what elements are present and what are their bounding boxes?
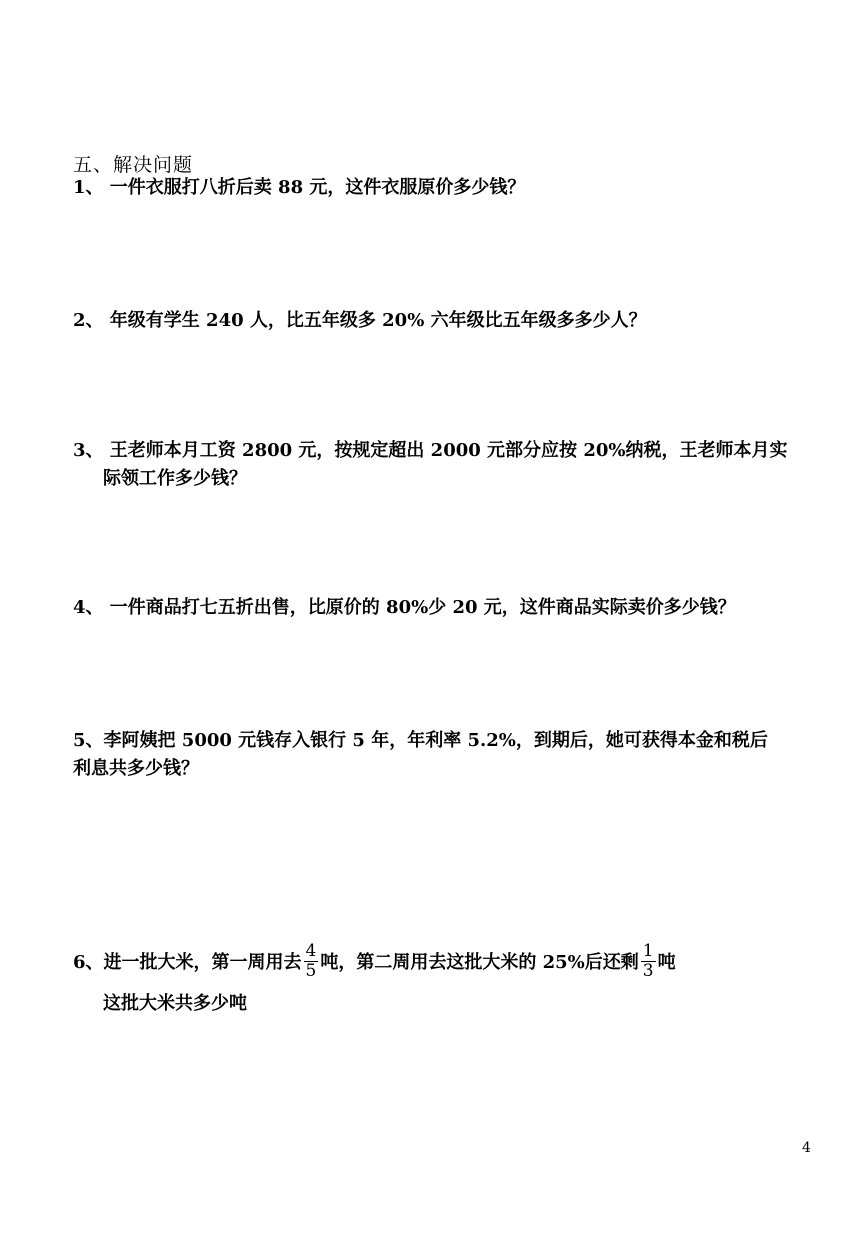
question-6: [73, 940, 676, 1018]
fraction-numerator: 4: [305, 940, 317, 961]
question-2: [73, 307, 647, 335]
question-6-line-1: [73, 940, 676, 986]
fraction-one-third: [641, 942, 656, 981]
question-5: [73, 727, 768, 783]
question-4-text: 4、 一件商品打七五折出售，比原价的 80%少 20 元，这件商品实际卖价多少钱？: [73, 597, 736, 618]
section-title: 五、解决问题: [73, 154, 194, 176]
fraction-denominator: 3: [642, 960, 654, 981]
question-4: [73, 594, 736, 622]
question-3: [73, 437, 787, 493]
question-6-part-2: 吨，第二周用去这批大米的 25%后还剩: [320, 952, 639, 973]
question-3-text-line-1: 3、 王老师本月工资 2800 元，按规定超出 2000 元部分应按 20%纳税，王老师本月实: [73, 440, 788, 461]
fraction-denominator: 5: [305, 960, 317, 981]
question-6-line-2: 这批大米共多少吨: [103, 993, 247, 1014]
question-5-text-line-2: 利息共多少钱？: [73, 758, 199, 779]
question-1: [73, 174, 525, 202]
fraction-numerator: 1: [642, 940, 654, 961]
fraction-four-fifths: [304, 942, 319, 981]
question-6-part-1: 6、进一批大米，第一周用去: [73, 952, 302, 973]
page-number: 4: [802, 1140, 811, 1156]
question-3-text-line-2: 际领工作多少钱？: [103, 468, 247, 489]
question-6-part-3: 吨: [657, 952, 676, 973]
question-5-text-line-1: 5、李阿姨把 5000 元钱存入银行 5 年，年利率 5.2%，到期后，她可获得本金和税后: [73, 730, 768, 751]
question-1-text: 1、 一件衣服打八折后卖 88 元，这件衣服原价多少钱？: [73, 177, 526, 198]
question-2-text: 2、 年级有学生 240 人，比五年级多 20% 六年级比五年级多多少人？: [73, 310, 647, 331]
